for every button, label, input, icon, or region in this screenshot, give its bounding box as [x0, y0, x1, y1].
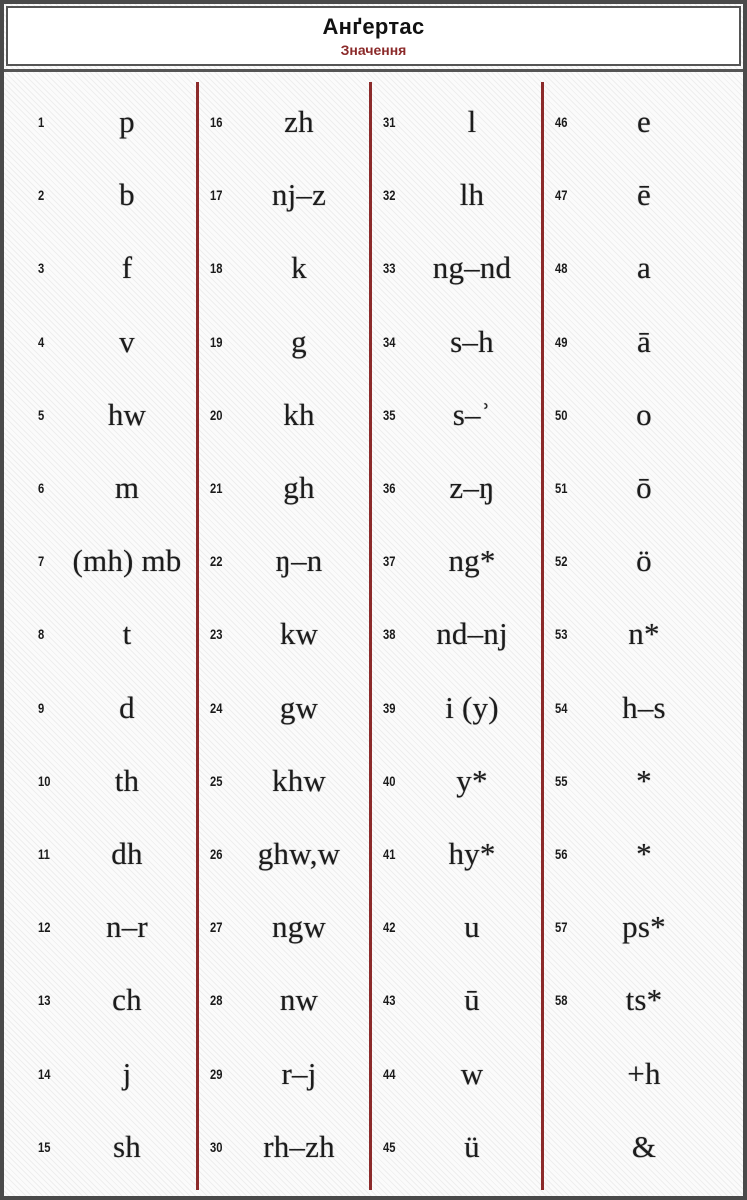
cell-number: 12: [38, 919, 51, 936]
cell-value: ŋ–n: [275, 543, 323, 579]
cell-value: sh: [113, 1128, 141, 1164]
cell-value: ghw,w: [257, 836, 341, 871]
cell-number: 32: [383, 187, 396, 204]
table-cell: [527, 159, 699, 231]
cell-number: 38: [383, 626, 396, 643]
cell-number: 26: [210, 846, 223, 862]
cell-number: 58: [555, 992, 568, 1009]
table-cell: [527, 598, 699, 670]
table-cell: [527, 1111, 699, 1183]
cell-number: 19: [210, 333, 223, 350]
cell-number: 34: [383, 333, 396, 350]
table-cell: [182, 86, 354, 158]
cell-value: kw: [279, 616, 319, 652]
cell-number: 17: [210, 187, 223, 204]
cell-number: 9: [38, 699, 45, 716]
cell-number: 14: [38, 1065, 51, 1082]
cell-number: 11: [38, 846, 50, 862]
cell-value: v: [119, 323, 135, 359]
table-cell: [10, 1111, 182, 1183]
table-cell: [10, 964, 182, 1036]
table-cell: [10, 232, 182, 304]
cell-number: 42: [383, 919, 396, 936]
cell-value: d: [119, 689, 135, 725]
cell-value: (mh) mb: [72, 543, 182, 579]
cell-number: 20: [210, 406, 223, 423]
cell-value: ō: [636, 470, 652, 505]
cell-value: &: [631, 1128, 657, 1164]
cell-value: s–ʾ: [452, 396, 492, 432]
table-cell: [182, 1111, 354, 1183]
table-cell: [10, 379, 182, 451]
cell-value: i (y): [445, 689, 499, 725]
cell-number: 2: [38, 187, 45, 204]
cell-value: b: [119, 177, 135, 213]
table-cell: [10, 306, 182, 378]
cell-value: gh: [283, 470, 315, 505]
cell-value: zh: [284, 104, 314, 139]
cell-value: +h: [627, 1055, 661, 1091]
letter-table: [10, 78, 737, 1190]
table-cell: [10, 891, 182, 963]
cell-number: 39: [383, 699, 396, 716]
table-cell: [182, 452, 354, 524]
cell-number: 18: [210, 260, 223, 277]
cell-value: ng–nd: [432, 250, 512, 286]
table-cell: [10, 525, 182, 597]
table-cell: [527, 86, 699, 158]
cell-number: 37: [383, 553, 396, 570]
table-cell: [10, 452, 182, 524]
cell-value: u: [464, 909, 480, 945]
table-cell: [355, 86, 527, 158]
cell-value: l: [467, 104, 477, 139]
cell-value: nj–z: [271, 177, 327, 213]
table-cell: [182, 306, 354, 378]
cell-number: 28: [210, 992, 223, 1009]
cell-value: rh–zh: [263, 1128, 335, 1164]
table-cell: [355, 745, 527, 817]
cell-number: 10: [38, 772, 51, 789]
table-cell: [527, 525, 699, 597]
cell-value: ö: [636, 543, 652, 579]
cell-number: 56: [555, 846, 568, 862]
table-cell: [355, 232, 527, 304]
cell-number: 54: [555, 699, 568, 716]
cell-number: 4: [38, 333, 45, 350]
table-cell: [527, 745, 699, 817]
cell-number: 52: [555, 553, 568, 570]
cell-value: m: [114, 470, 140, 505]
table-cell: [10, 598, 182, 670]
table-cell: [527, 672, 699, 744]
cell-value: n*: [628, 616, 660, 652]
table-cell: [182, 818, 354, 890]
cell-number: 21: [210, 480, 223, 496]
cell-number: 24: [210, 699, 223, 716]
cell-number: 45: [383, 1138, 396, 1155]
cell-value: hw: [107, 396, 147, 432]
cell-number: 6: [38, 480, 45, 496]
cell-value: f: [121, 250, 133, 286]
table-cell: [355, 672, 527, 744]
table-column: [10, 78, 190, 1190]
cell-value: a: [637, 250, 651, 286]
table-cell: [182, 525, 354, 597]
cell-value: r–j: [281, 1055, 317, 1091]
cell-value: t: [122, 616, 132, 652]
cell-number: 7: [38, 553, 45, 570]
cell-value: lh: [459, 177, 485, 213]
table-cell: [355, 1038, 527, 1110]
header: [6, 6, 741, 66]
cell-value: dh: [111, 836, 143, 871]
cell-number: 36: [383, 480, 396, 496]
cell-value: gw: [279, 689, 319, 725]
cell-number: 48: [555, 260, 568, 277]
cell-value: j: [122, 1055, 132, 1091]
table-cell: [355, 379, 527, 451]
table-cell: [10, 86, 182, 158]
cell-value: khw: [272, 762, 326, 798]
cell-value: o: [636, 396, 652, 432]
table-cell: [527, 964, 699, 1036]
cell-number: 40: [383, 772, 396, 789]
table-cell: [355, 964, 527, 1036]
table-column: [355, 78, 535, 1190]
table-cell: [527, 818, 699, 890]
table-cell: [355, 598, 527, 670]
cell-number: 31: [383, 114, 396, 130]
table-cell: [527, 891, 699, 963]
cell-number: 22: [210, 553, 223, 570]
cell-value: ā: [637, 323, 651, 359]
table-cell: [182, 672, 354, 744]
table-cell: [355, 306, 527, 378]
table-cell: [527, 379, 699, 451]
cell-number: 27: [210, 919, 223, 936]
table-cell: [10, 1038, 182, 1110]
table-cell: [182, 891, 354, 963]
cell-value: ngw: [272, 909, 326, 945]
table-cell: [182, 964, 354, 1036]
cell-value: ū: [464, 982, 480, 1018]
table-cell: [182, 745, 354, 817]
cell-number: 53: [555, 626, 568, 643]
cell-value: th: [114, 762, 140, 798]
table-cell: [355, 525, 527, 597]
cell-value: ng*: [448, 543, 496, 579]
cell-number: 25: [210, 772, 223, 789]
cell-number: 5: [38, 406, 45, 423]
cell-value: p: [119, 104, 135, 139]
cell-number: 8: [38, 626, 45, 643]
cell-value: y*: [456, 762, 488, 798]
cell-value: e: [637, 104, 651, 139]
table-cell: [355, 1111, 527, 1183]
table-cell: [182, 598, 354, 670]
table-column: [527, 78, 707, 1190]
cell-number: 43: [383, 992, 396, 1009]
page-title: Анґертас: [322, 14, 425, 39]
table-cell: [10, 159, 182, 231]
table-column: [182, 78, 362, 1190]
cell-number: 15: [38, 1138, 51, 1155]
cell-value: w: [460, 1055, 484, 1091]
table-cell: [182, 159, 354, 231]
cell-number: 47: [555, 187, 568, 204]
table-cell: [10, 818, 182, 890]
cell-number: 35: [383, 406, 396, 423]
cell-value: hy*: [448, 836, 496, 871]
page-subtitle: Значення: [340, 42, 407, 58]
cell-number: 13: [38, 992, 51, 1009]
table-cell: [355, 159, 527, 231]
table-cell: [527, 452, 699, 524]
cell-number: 55: [555, 772, 568, 789]
cell-number: 41: [383, 846, 396, 862]
cell-value: k: [291, 250, 307, 286]
cell-value: ē: [637, 177, 651, 213]
cell-number: 1: [38, 114, 45, 130]
table-cell: [527, 232, 699, 304]
cell-number: 30: [210, 1138, 223, 1155]
cell-value: s–h: [450, 323, 494, 359]
cell-value: *: [636, 836, 652, 871]
table-cell: [10, 745, 182, 817]
cell-value: ts*: [625, 982, 663, 1018]
table-cell: [10, 672, 182, 744]
table-cell: [527, 1038, 699, 1110]
cell-value: g: [291, 323, 307, 359]
cell-value: kh: [283, 396, 315, 432]
cell-number: 29: [210, 1065, 223, 1082]
cell-value: n–r: [106, 909, 148, 945]
cell-value: ü: [464, 1128, 480, 1164]
cell-value: nd–nj: [436, 616, 508, 652]
cell-number: 16: [210, 114, 223, 130]
cell-value: z–ŋ: [449, 470, 495, 505]
cell-number: 49: [555, 333, 568, 350]
table-cell: [355, 891, 527, 963]
table-cell: [182, 379, 354, 451]
cell-number: 50: [555, 406, 568, 423]
cell-number: 23: [210, 626, 223, 643]
cell-value: ch: [112, 982, 142, 1018]
cell-value: ps*: [622, 909, 666, 945]
cell-number: 44: [383, 1065, 396, 1082]
cell-number: 51: [555, 480, 568, 496]
table-cell: [355, 452, 527, 524]
cell-number: 57: [555, 919, 568, 936]
table-cell: [182, 232, 354, 304]
cell-number: 3: [38, 260, 45, 277]
cell-number: 33: [383, 260, 396, 277]
header-divider: [4, 69, 743, 72]
table-cell: [355, 818, 527, 890]
cell-value: h–s: [622, 689, 666, 725]
cell-value: nw: [279, 982, 319, 1018]
table-cell: [527, 306, 699, 378]
cell-value: *: [636, 762, 652, 798]
cell-number: 46: [555, 114, 568, 130]
table-cell: [182, 1038, 354, 1110]
